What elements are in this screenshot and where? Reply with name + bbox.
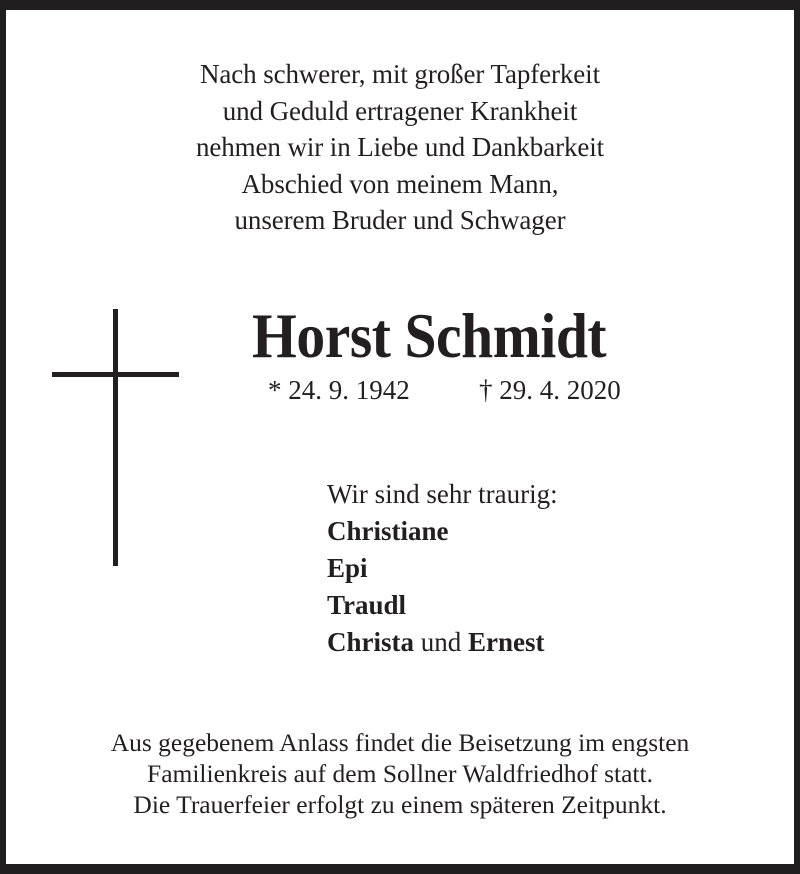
cross-vertical-bar — [113, 309, 118, 566]
mourner-connector: und — [414, 627, 468, 657]
intro-line: Abschied von meinem Mann, — [241, 168, 559, 199]
mourner-name: Traudl — [327, 590, 407, 620]
mourner-couple — [327, 624, 558, 661]
funeral-info — [6, 727, 794, 820]
footer-line: Familienkreis auf dem Sollner Waldfriedhof statt. — [147, 759, 653, 788]
mourner-name: Christa — [327, 627, 414, 657]
intro-line: Nach schwerer, mit großer Tapferkeit — [199, 59, 600, 89]
intro-line: unserem Bruder und Schwager — [234, 205, 566, 235]
mourner-name: Epi — [327, 553, 368, 583]
mourners-block — [327, 476, 558, 661]
death-date: † 29. 4. 2020 — [479, 375, 621, 405]
cross-horizontal-bar — [52, 372, 179, 377]
mourner-name: Ernest — [468, 627, 545, 657]
intro-line: nehmen wir in Liebe und Dankbarkeit — [195, 132, 605, 162]
mourners-heading: Wir sind sehr traurig: — [327, 479, 558, 509]
intro-text — [6, 56, 794, 239]
birth-date: * 24. 9. 1942 — [268, 375, 410, 405]
intro-line: und Geduld ertragener Krankheit — [222, 95, 578, 126]
obituary-notice — [6, 10, 794, 864]
footer-line: Aus gegebenem Anlass findet die Beisetzung im engsten — [110, 728, 690, 757]
mourner-name: Christiane — [327, 516, 449, 546]
footer-line: Die Trauerfeier erfolgt zu einem späteren Zeitpunkt. — [133, 790, 667, 819]
deceased-name: Horst Schmidt — [252, 300, 607, 371]
